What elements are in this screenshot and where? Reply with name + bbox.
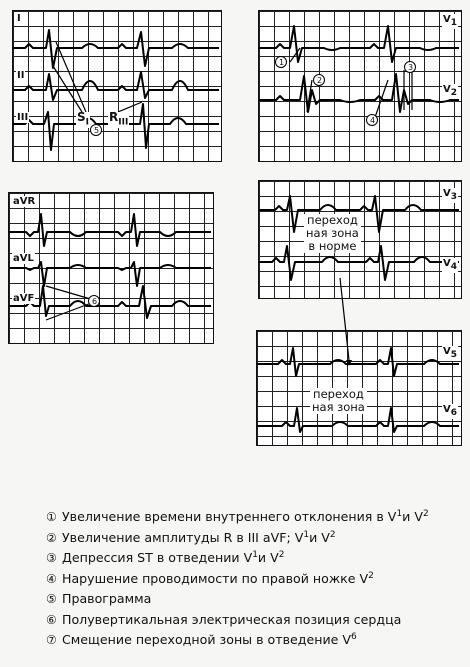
trace-lead-aVF	[9, 286, 211, 318]
lead-label-V3: $V_3$	[443, 188, 458, 202]
legend-item: ② Увеличение амплитуды R в III aVF; V 1 и V 2	[46, 529, 336, 545]
trace-lead-aVL	[9, 262, 211, 286]
lead-label-V2: $V_2$	[443, 84, 458, 98]
trace-lead-I	[13, 30, 219, 68]
trace-lead-V5	[257, 348, 459, 376]
marker-5: 5	[94, 126, 100, 135]
marker-2: 2	[317, 76, 323, 85]
annotation-S: $S_I$	[77, 110, 90, 128]
lead-label-aVR: aVR	[13, 196, 36, 207]
trace-lead-II	[13, 72, 219, 100]
transition-zone-normal-note: переход ная зона в норме	[306, 213, 359, 253]
lead-label-V1: $V_1$	[443, 14, 458, 28]
lead-label-II: II	[17, 70, 25, 81]
legend-item: ⑥ Полувертикальная электрическая позиция сердца	[46, 611, 402, 627]
lead-label-I: I	[17, 13, 21, 24]
lead-label-aVL: aVL	[13, 253, 34, 264]
marker-6: 6	[92, 297, 98, 306]
lead-label-III: III	[17, 112, 29, 123]
legend	[46, 509, 466, 653]
lead-label-aVF: aVF	[13, 293, 35, 304]
trace-lead-V1	[259, 26, 459, 62]
legend-item: ⑤ Правограмма	[46, 591, 152, 606]
annotation-R: $R_{III}$	[109, 110, 129, 128]
legend-item: ⑦ Смещение переходной зоны в отведение V 6	[46, 632, 357, 647]
lead-label-V4: $V_4$	[443, 258, 458, 272]
marker-3: 3	[408, 63, 414, 72]
transition-zone-shifted-note: переход ная зона	[312, 387, 365, 414]
marker-4: 4	[370, 116, 376, 125]
legend-item: ③ Депрессия ST в отведении V 1 и V 2	[46, 550, 285, 565]
trace-lead-aVR	[9, 214, 211, 246]
lead-label-V5: $V_5$	[443, 346, 458, 360]
legend-item: ④ Нарушение проводимости по правой ножке V 2	[46, 570, 374, 586]
trace-lead-V2	[259, 74, 459, 112]
legend-item: ① Увеличение времени внутреннего отклонения в V 1 и V 2	[46, 509, 429, 524]
marker-1: 1	[279, 58, 285, 67]
lead-label-V6: $V_6$	[443, 404, 458, 418]
